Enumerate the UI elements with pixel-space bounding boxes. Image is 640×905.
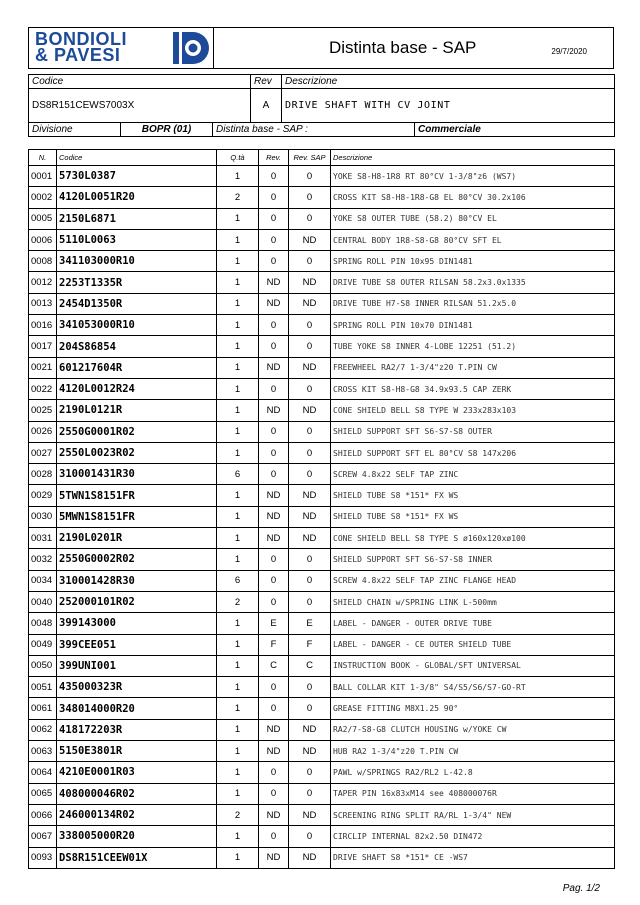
table-row: [29, 570, 615, 591]
item-number: 0002: [29, 187, 57, 208]
item-description: SCREENING RING SPLIT RA/RL 1-3/4" NEW: [331, 804, 615, 825]
item-description: SHIELD SUPPORT SFT S6-S7-S8 OUTER: [331, 421, 615, 442]
item-sap-revision: 0: [289, 166, 331, 187]
item-number: 0065: [29, 783, 57, 804]
item-description: CONE SHIELD BELL S8 TYPE W 233x283x103: [331, 400, 615, 421]
item-quantity: 1: [217, 634, 259, 655]
item-revision: ND: [259, 741, 289, 762]
item-code: 252000101R02: [57, 591, 217, 612]
item-revision: ND: [259, 804, 289, 825]
item-description: LABEL - DANGER - OUTER DRIVE TUBE: [331, 613, 615, 634]
item-quantity: 1: [217, 698, 259, 719]
item-code: 5110L0063: [57, 229, 217, 250]
column-header-revision: Rev.: [259, 150, 289, 166]
table-row: [29, 166, 615, 187]
item-quantity: 1: [217, 208, 259, 229]
table-row: [29, 293, 615, 314]
item-description: TAPER PIN 16x83xM14 see 408000076R: [331, 783, 615, 804]
item-number: 0013: [29, 293, 57, 314]
item-quantity: 1: [217, 826, 259, 847]
item-number: 0027: [29, 442, 57, 463]
item-code: 341053000R10: [57, 315, 217, 336]
column-header-number: N.: [29, 150, 57, 166]
item-description: CENTRAL BODY 1R8-S8-G8 80°CV SFT EL: [331, 229, 615, 250]
item-code: 5150E3801R: [57, 741, 217, 762]
company-name-line1: BONDIOLI: [35, 29, 127, 49]
item-sap-revision: 0: [289, 442, 331, 463]
item-sap-revision: 0: [289, 336, 331, 357]
item-revision: ND: [259, 400, 289, 421]
item-number: 0066: [29, 804, 57, 825]
item-sap-revision: 0: [289, 251, 331, 272]
item-quantity: 1: [217, 613, 259, 634]
item-sap-revision: 0: [289, 378, 331, 399]
item-description: YOKE S8-H8-1R8 RT 80°CV 1-3/8"z6 (WS7): [331, 166, 615, 187]
table-row: [29, 634, 615, 655]
item-description: PAWL w/SPRINGS RA2/RL2 L-42.8: [331, 762, 615, 783]
table-row: [29, 698, 615, 719]
bom-type-value: Commerciale: [415, 123, 615, 137]
item-revision: 0: [259, 464, 289, 485]
item-quantity: 1: [217, 315, 259, 336]
item-revision: ND: [259, 528, 289, 549]
item-code: DS8R151CEEW01X: [57, 847, 217, 868]
table-row: [29, 613, 615, 634]
item-sap-revision: ND: [289, 272, 331, 293]
item-quantity: 6: [217, 570, 259, 591]
item-revision: 0: [259, 762, 289, 783]
item-quantity: 1: [217, 655, 259, 676]
item-quantity: 1: [217, 166, 259, 187]
item-quantity: 1: [217, 506, 259, 527]
item-sap-revision: 0: [289, 315, 331, 336]
table-row: [29, 208, 615, 229]
item-quantity: 2: [217, 591, 259, 612]
item-revision: 0: [259, 783, 289, 804]
item-number: 0051: [29, 677, 57, 698]
table-row: [29, 549, 615, 570]
item-quantity: 1: [217, 357, 259, 378]
code-label: Codice: [29, 75, 251, 89]
item-description: DRIVE SHAFT S8 *151* CE -WS7: [331, 847, 615, 868]
bom-type-label: Distinta base - SAP :: [213, 123, 415, 137]
item-quantity: 1: [217, 421, 259, 442]
table-row: [29, 421, 615, 442]
item-number: 0061: [29, 698, 57, 719]
item-quantity: 2: [217, 804, 259, 825]
item-number: 0048: [29, 613, 57, 634]
item-quantity: 1: [217, 251, 259, 272]
item-code: 2550G0002R02: [57, 549, 217, 570]
item-description: CIRCLIP INTERNAL 82x2.50 DIN472: [331, 826, 615, 847]
item-revision: 0: [259, 315, 289, 336]
parent-revision: A: [251, 89, 282, 123]
item-revision: 0: [259, 229, 289, 250]
item-number: 0022: [29, 378, 57, 399]
item-revision: 0: [259, 698, 289, 719]
item-code: 2550G0001R02: [57, 421, 217, 442]
item-sap-revision: ND: [289, 506, 331, 527]
item-code: 408000046R02: [57, 783, 217, 804]
item-revision: ND: [259, 272, 289, 293]
item-revision: F: [259, 634, 289, 655]
item-sap-revision: ND: [289, 485, 331, 506]
item-description: FREEWHEEL RA2/7 1-3/4"z20 T.PIN CW: [331, 357, 615, 378]
column-header-description: Descrizione: [331, 150, 615, 166]
parent-description: DRIVE SHAFT WITH CV JOINT: [282, 89, 615, 123]
item-revision: 0: [259, 187, 289, 208]
company-logo: [29, 28, 214, 68]
item-description: INSTRUCTION BOOK - GLOBAL/SFT UNIVERSAL: [331, 655, 615, 676]
item-number: 0034: [29, 570, 57, 591]
table-row: [29, 315, 615, 336]
column-header-quantity: Q.tà: [217, 150, 259, 166]
item-revision: ND: [259, 357, 289, 378]
item-code: 5730L0387: [57, 166, 217, 187]
division-table: [28, 122, 615, 137]
item-sap-revision: ND: [289, 528, 331, 549]
item-number: 0032: [29, 549, 57, 570]
item-quantity: 1: [217, 400, 259, 421]
item-description: CROSS KIT S8-H8-1R8-G8 EL 80°CV 30.2x106: [331, 187, 615, 208]
item-quantity: 1: [217, 783, 259, 804]
item-revision: 0: [259, 251, 289, 272]
item-code: 348014000R20: [57, 698, 217, 719]
item-code: 5MWN1S8151FR: [57, 506, 217, 527]
parent-code: DS8R151CEWS7003X: [29, 89, 251, 123]
item-code: 341103000R10: [57, 251, 217, 272]
item-code: 399143000: [57, 613, 217, 634]
item-sap-revision: ND: [289, 229, 331, 250]
item-code: 399CEE051: [57, 634, 217, 655]
item-revision: ND: [259, 485, 289, 506]
item-code: 399UNI001: [57, 655, 217, 676]
table-row: [29, 378, 615, 399]
item-number: 0016: [29, 315, 57, 336]
item-number: 0030: [29, 506, 57, 527]
item-code: 246000134R02: [57, 804, 217, 825]
print-date: 29/7/2020: [551, 47, 587, 56]
item-revision: 0: [259, 549, 289, 570]
item-code: 204S86854: [57, 336, 217, 357]
item-number: 0062: [29, 719, 57, 740]
item-code: 2550L0023R02: [57, 442, 217, 463]
item-quantity: 1: [217, 719, 259, 740]
item-sap-revision: F: [289, 634, 331, 655]
item-description: SHIELD SUPPORT SFT S6-S7-S8 INNER: [331, 549, 615, 570]
item-number: 0050: [29, 655, 57, 676]
item-description: SHIELD CHAIN w/SPRING LINK L-500mm: [331, 591, 615, 612]
item-revision: E: [259, 613, 289, 634]
item-number: 0021: [29, 357, 57, 378]
item-number: 0028: [29, 464, 57, 485]
item-number: 0026: [29, 421, 57, 442]
company-emblem-icon: [173, 32, 209, 64]
item-code: 338005000R20: [57, 826, 217, 847]
company-name-line2: & PAVESI: [35, 45, 121, 65]
item-sap-revision: ND: [289, 357, 331, 378]
item-code: 2150L6871: [57, 208, 217, 229]
item-revision: 0: [259, 336, 289, 357]
table-row: [29, 336, 615, 357]
item-description: SPRING ROLL PIN 10x95 DIN1481: [331, 251, 615, 272]
item-sap-revision: 0: [289, 677, 331, 698]
page-title: Distinta base - SAP: [329, 38, 477, 57]
bom-items-table: [28, 149, 615, 869]
item-description: SHIELD TUBE S8 *151* FX WS: [331, 506, 615, 527]
item-sap-revision: 0: [289, 762, 331, 783]
item-description: SHIELD SUPPORT SFT EL 80°CV S8 147x206: [331, 442, 615, 463]
item-sap-revision: 0: [289, 698, 331, 719]
item-description: BALL COLLAR KIT 1-3/8" S4/S5/S6/S7-GO-RT: [331, 677, 615, 698]
item-quantity: 1: [217, 741, 259, 762]
item-revision: 0: [259, 591, 289, 612]
table-row: [29, 655, 615, 676]
item-description: DRIVE TUBE H7-S8 INNER RILSAN 51.2x5.0: [331, 293, 615, 314]
item-number: 0040: [29, 591, 57, 612]
item-sap-revision: 0: [289, 549, 331, 570]
table-row: [29, 847, 615, 868]
item-quantity: 2: [217, 187, 259, 208]
company-name: [35, 31, 127, 63]
column-header-code: Codice: [57, 150, 217, 166]
item-sap-revision: 0: [289, 208, 331, 229]
item-number: 0064: [29, 762, 57, 783]
table-row: [29, 741, 615, 762]
item-description: HUB RA2 1-3/4"z20 T.PIN CW: [331, 741, 615, 762]
item-revision: 0: [259, 826, 289, 847]
item-description: CONE SHIELD BELL S8 TYPE S ø160x120xø100: [331, 528, 615, 549]
rev-label: Rev: [251, 75, 282, 89]
item-sap-revision: ND: [289, 804, 331, 825]
table-row: [29, 762, 615, 783]
page-number: Pag. 1/2: [562, 883, 600, 894]
item-sap-revision: 0: [289, 570, 331, 591]
item-quantity: 1: [217, 485, 259, 506]
item-revision: 0: [259, 208, 289, 229]
item-quantity: 1: [217, 229, 259, 250]
table-row: [29, 251, 615, 272]
item-number: 0001: [29, 166, 57, 187]
item-quantity: 1: [217, 442, 259, 463]
item-sap-revision: E: [289, 613, 331, 634]
item-description: RA2/7-S8-G8 CLUTCH HOUSING w/YOKE CW: [331, 719, 615, 740]
item-code: 310001431R30: [57, 464, 217, 485]
item-revision: 0: [259, 442, 289, 463]
item-number: 0049: [29, 634, 57, 655]
item-number: 0012: [29, 272, 57, 293]
item-revision: 0: [259, 421, 289, 442]
item-code: 310001428R30: [57, 570, 217, 591]
division-value: BOPR (01): [121, 123, 213, 137]
item-number: 0008: [29, 251, 57, 272]
item-code: 2253T1335R: [57, 272, 217, 293]
bom-header-table: [28, 74, 615, 123]
item-quantity: 1: [217, 677, 259, 698]
item-description: SCREW 4.8x22 SELF TAP ZINC FLANGE HEAD: [331, 570, 615, 591]
item-revision: 0: [259, 677, 289, 698]
table-row: [29, 677, 615, 698]
item-quantity: 1: [217, 847, 259, 868]
item-number: 0031: [29, 528, 57, 549]
item-quantity: 1: [217, 549, 259, 570]
item-quantity: 6: [217, 464, 259, 485]
item-revision: ND: [259, 506, 289, 527]
item-description: SPRING ROLL PIN 10x70 DIN1481: [331, 315, 615, 336]
item-number: 0006: [29, 229, 57, 250]
item-code: 2190L0121R: [57, 400, 217, 421]
item-code: 4210E0001R03: [57, 762, 217, 783]
table-row: [29, 485, 615, 506]
table-row: [29, 442, 615, 463]
item-revision: ND: [259, 847, 289, 868]
item-revision: 0: [259, 570, 289, 591]
item-number: 0025: [29, 400, 57, 421]
item-sap-revision: 0: [289, 783, 331, 804]
item-number: 0063: [29, 741, 57, 762]
table-row: [29, 506, 615, 527]
item-number: 0017: [29, 336, 57, 357]
item-number: 0067: [29, 826, 57, 847]
item-code: 601217604R: [57, 357, 217, 378]
item-revision: ND: [259, 293, 289, 314]
item-code: 4120L0012R24: [57, 378, 217, 399]
item-revision: 0: [259, 378, 289, 399]
item-quantity: 1: [217, 762, 259, 783]
item-description: GREASE FITTING M8X1.25 90°: [331, 698, 615, 719]
item-sap-revision: C: [289, 655, 331, 676]
item-code: 2190L0201R: [57, 528, 217, 549]
item-quantity: 1: [217, 378, 259, 399]
item-sap-revision: ND: [289, 719, 331, 740]
table-row: [29, 229, 615, 250]
item-code: 418172203R: [57, 719, 217, 740]
table-row: [29, 591, 615, 612]
table-row: [29, 826, 615, 847]
item-code: 4120L0051R20: [57, 187, 217, 208]
item-sap-revision: 0: [289, 421, 331, 442]
table-row: [29, 272, 615, 293]
table-row: [29, 187, 615, 208]
item-quantity: 1: [217, 528, 259, 549]
item-number: 0093: [29, 847, 57, 868]
table-row: [29, 783, 615, 804]
item-sap-revision: 0: [289, 826, 331, 847]
column-header-sap-revision: Rev. SAP: [289, 150, 331, 166]
table-row: [29, 528, 615, 549]
item-description: SHIELD TUBE S8 *151* FX WS: [331, 485, 615, 506]
item-sap-revision: ND: [289, 400, 331, 421]
item-code: 2454D1350R: [57, 293, 217, 314]
item-description: YOKE S8 OUTER TUBE (58.2) 80°CV EL: [331, 208, 615, 229]
item-quantity: 1: [217, 336, 259, 357]
item-description: LABEL - DANGER - CE OUTER SHIELD TUBE: [331, 634, 615, 655]
item-sap-revision: 0: [289, 464, 331, 485]
table-row: [29, 464, 615, 485]
table-row: [29, 357, 615, 378]
item-sap-revision: ND: [289, 293, 331, 314]
item-revision: C: [259, 655, 289, 676]
table-row: [29, 400, 615, 421]
table-row: [29, 719, 615, 740]
item-quantity: 1: [217, 293, 259, 314]
item-revision: 0: [259, 166, 289, 187]
item-code: 5TWN1S8151FR: [57, 485, 217, 506]
description-label: Descrizione: [282, 75, 615, 89]
item-sap-revision: 0: [289, 591, 331, 612]
table-row: [29, 804, 615, 825]
item-description: DRIVE TUBE S8 OUTER RILSAN 58.2x3.0x1335: [331, 272, 615, 293]
item-sap-revision: ND: [289, 847, 331, 868]
item-number: 0029: [29, 485, 57, 506]
document-header: [28, 27, 614, 69]
item-sap-revision: 0: [289, 187, 331, 208]
item-number: 0005: [29, 208, 57, 229]
item-description: SCREW 4.8x22 SELF TAP ZINC: [331, 464, 615, 485]
item-revision: ND: [259, 719, 289, 740]
item-sap-revision: ND: [289, 741, 331, 762]
item-description: CROSS KIT S8-H8-G8 34.9x93.5 CAP ZERK: [331, 378, 615, 399]
item-code: 435000323R: [57, 677, 217, 698]
item-quantity: 1: [217, 272, 259, 293]
item-description: TUBE YOKE S8 INNER 4-LOBE 12251 (51.2): [331, 336, 615, 357]
division-label: Divisione: [29, 123, 121, 137]
